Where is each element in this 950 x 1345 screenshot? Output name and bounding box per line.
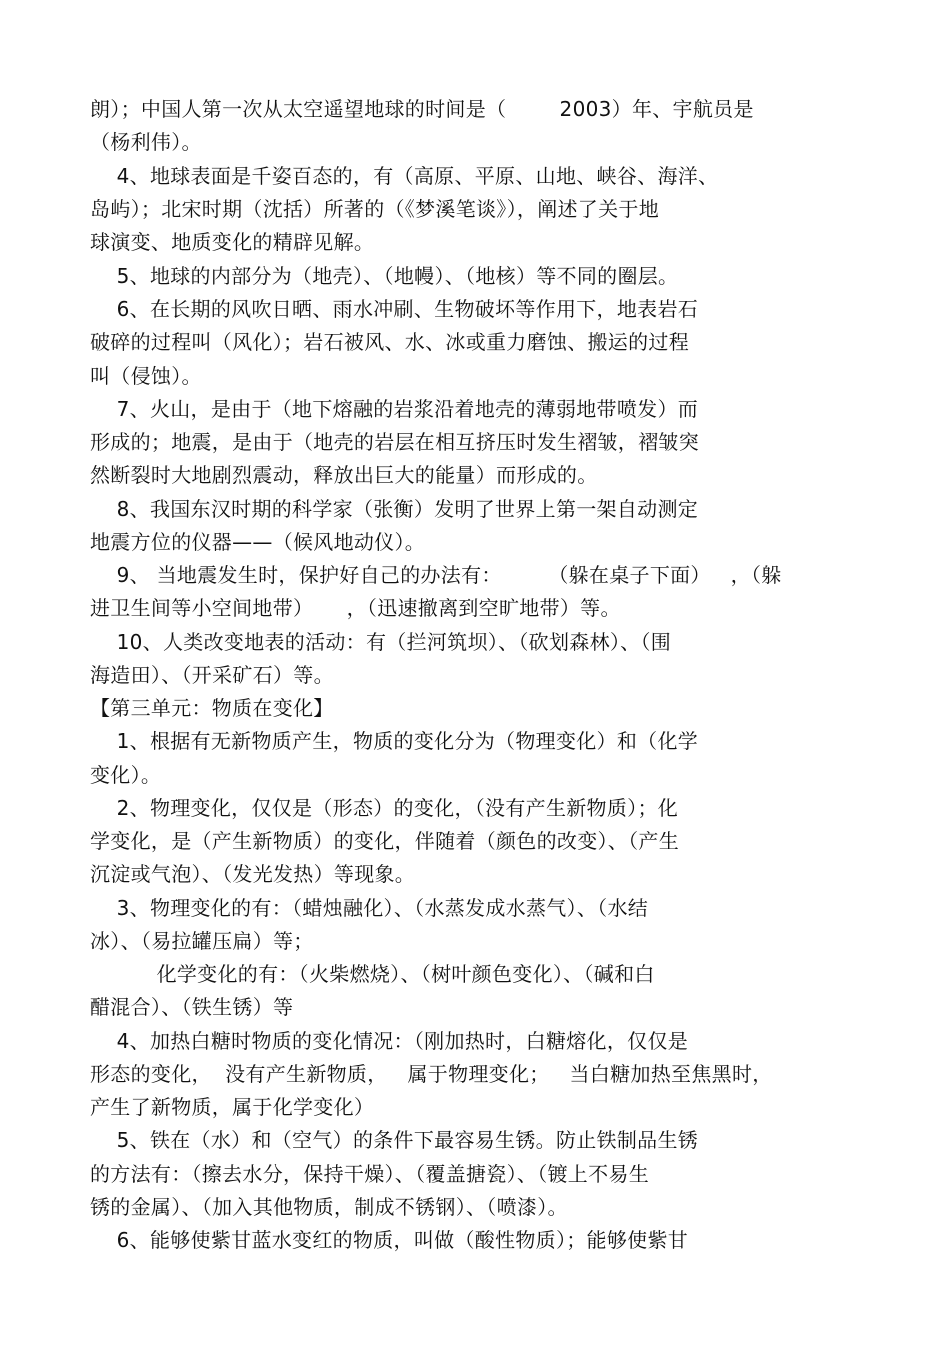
text-line: 朗）；中国人第一次从太空遥望地球的时间是（ 2003）年、宇航员是 bbox=[90, 97, 754, 121]
text-line: 变化）。 bbox=[90, 763, 162, 787]
text-line: 学变化，是（产生新物质）的变化，伴随着（颜色的改变）、（产生 bbox=[90, 829, 679, 853]
text-line: 5、铁在（水）和（空气）的条件下最容易生锈。防止铁制品生锈 bbox=[90, 1128, 699, 1152]
section-heading: 【第三单元：物质在变化】 bbox=[90, 696, 334, 720]
text-line: 9、 当地震发生时，保护好自己的办法有： （躲在桌子下面） ，（躲 bbox=[90, 563, 782, 587]
text-line: 形成的；地震，是由于（地壳的岩层在相互挤压时发生褶皱，褶皱突 bbox=[90, 430, 699, 454]
text-line: （杨利伟）。 bbox=[90, 130, 202, 154]
text-line: 10、人类改变地表的活动：有（拦河筑坝）、（砍划森林）、（围 bbox=[90, 630, 672, 654]
text-line: 的方法有：（擦去水分，保持干燥）、（覆盖搪瓷）、（镀上不易生 bbox=[90, 1162, 649, 1186]
text-line: 产生了新物质，属于化学变化） bbox=[90, 1095, 375, 1119]
text-line: 岛屿）；北宋时期（沈括）所著的（《梦溪笔谈》），阐述了关于地 bbox=[90, 197, 659, 221]
text-line: 7、火山，是由于（地下熔融的岩浆沿着地壳的薄弱地带喷发）而 bbox=[90, 397, 699, 421]
text-line: 然断裂时大地剧烈震动，释放出巨大的能量）而形成的。 bbox=[90, 463, 598, 487]
text-line: 6、能够使紫甘蓝水变红的物质，叫做（酸性物质）；能够使紫甘 bbox=[90, 1228, 689, 1252]
text-line: 锈的金属）、（加入其他物质，制成不锈钢）、（喷漆）。 bbox=[90, 1195, 568, 1219]
text-line: 地震方位的仪器——（候风地动仪）。 bbox=[90, 530, 426, 554]
text-line: 2、物理变化，仅仅是（形态）的变化，（没有产生新物质）；化 bbox=[90, 796, 679, 820]
text-line: 海造田）、（开采矿石）等。 bbox=[90, 663, 334, 687]
text-line: 叫（侵蚀）。 bbox=[90, 364, 202, 388]
text-line: 进卫生间等小空间地带） ，（迅速撤离到空旷地带）等。 bbox=[90, 596, 621, 620]
text-line: 化学变化的有：（火柴燃烧）、（树叶颜色变化）、（碱和白 bbox=[90, 962, 655, 986]
text-line: 破碎的过程叫（风化）；岩石被风、水、冰或重力磨蚀、搬运的过程 bbox=[90, 330, 689, 354]
text-line: 6、在长期的风吹日晒、雨水冲刷、生物破坏等作用下，地表岩石 bbox=[90, 297, 699, 321]
text-line: 5、地球的内部分为（地壳）、（地幔）、（地核）等不同的圈层。 bbox=[90, 264, 679, 288]
text-line: 沉淀或气泡）、（发光发热）等现象。 bbox=[90, 862, 416, 886]
text-line: 3、物理变化的有：（蜡烛融化）、（水蒸发成水蒸气）、（水结 bbox=[90, 896, 649, 920]
text-line: 冰）、（易拉罐压扁）等； bbox=[90, 929, 314, 953]
text-line: 醋混合）、（铁生锈）等 bbox=[90, 995, 294, 1019]
text-line: 4、加热白糖时物质的变化情况：（刚加热时，白糖熔化，仅仅是 bbox=[90, 1029, 689, 1053]
text-line: 4、地球表面是千姿百态的，有（高原、平原、山地、峡谷、海洋、 bbox=[90, 164, 719, 188]
text-line: 形态的变化， 没有产生新物质， 属于物理变化； 当白糖加热至焦黑时， bbox=[90, 1062, 773, 1086]
text-line: 球演变、地质变化的精辟见解。 bbox=[90, 230, 375, 254]
text-line: 8、我国东汉时期的科学家（张衡）发明了世界上第一架自动测定 bbox=[90, 497, 699, 521]
text-line: 1、根据有无新物质产生，物质的变化分为（物理变化）和（化学 bbox=[90, 729, 699, 753]
